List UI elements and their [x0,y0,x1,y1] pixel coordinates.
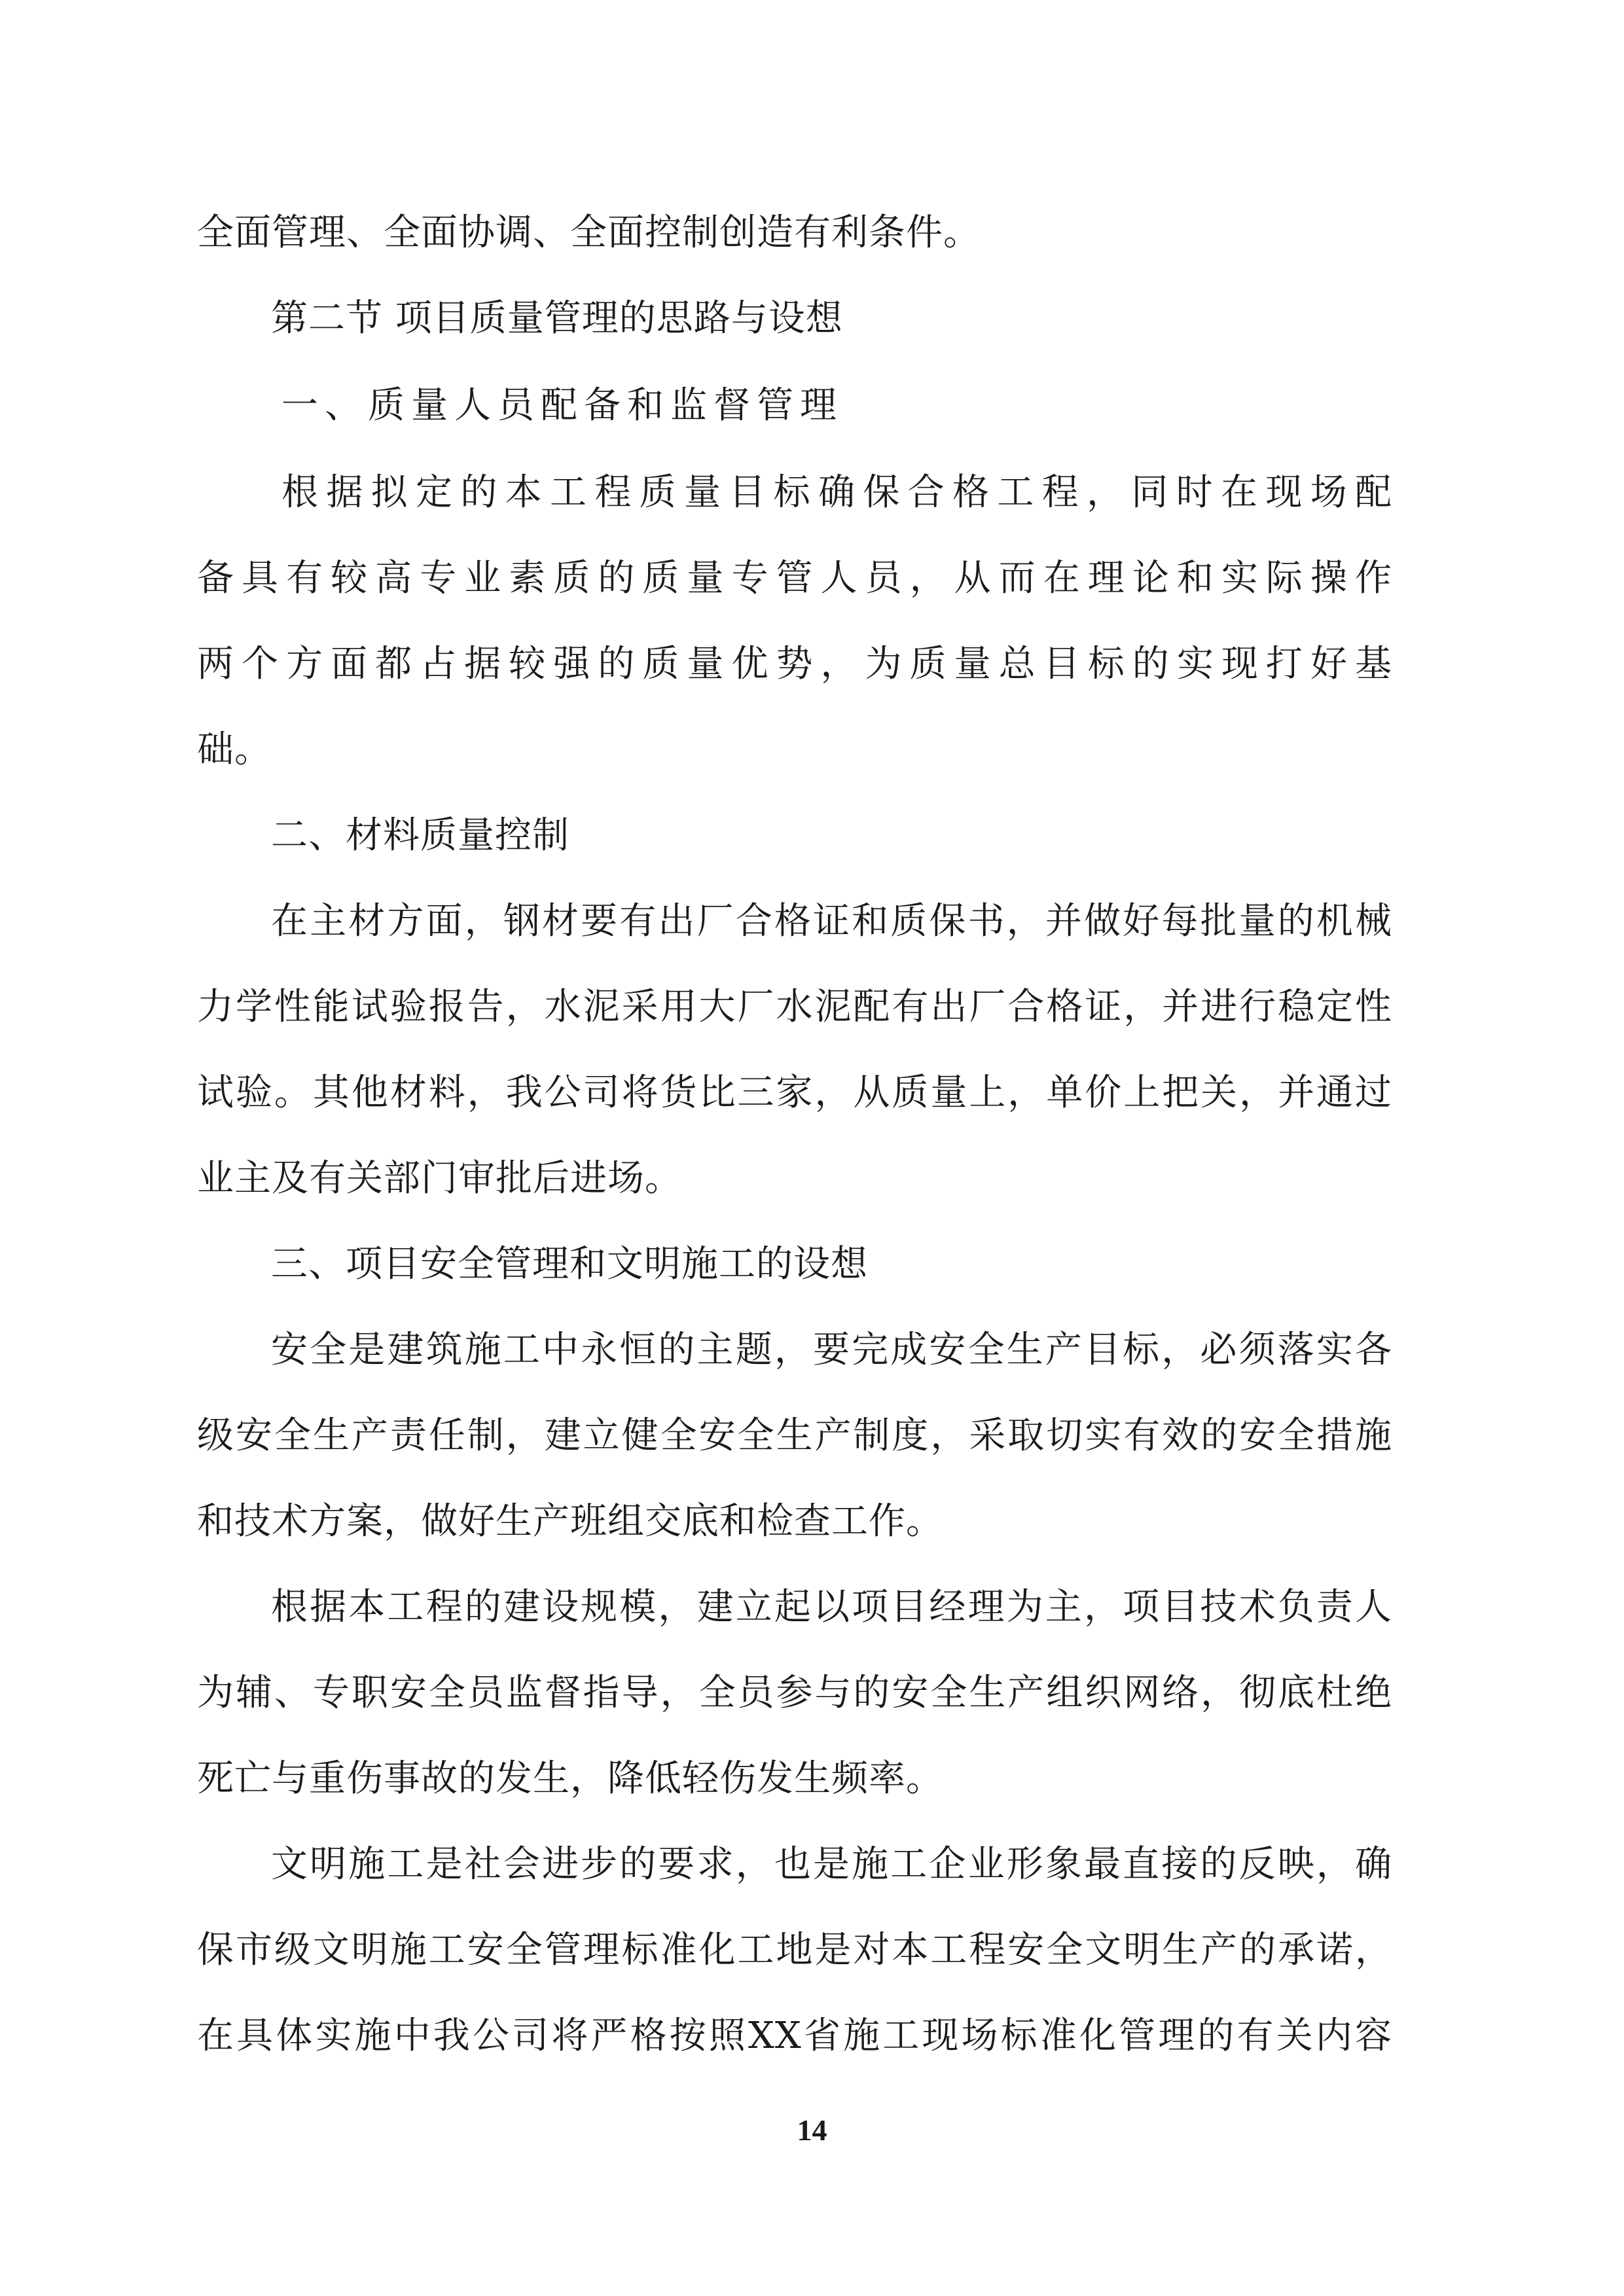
paragraph-line: 保市级文明施工安全管理标准化工地是对本工程安全文明生产的承诺， [197,1929,1392,1971]
paragraph-line: 为辅、专职安全员监督指导，全员参与的安全生产组织网络，彻底杜绝 [197,1672,1392,1714]
paragraph-line: 死亡与重伤事故的发生，降低轻伤发生频率。 [197,1757,943,1800]
paragraph-line: 础。 [197,728,272,771]
paragraph-line: 根据拟定的本工程质量目标确保合格工程，同时在现场配 [281,471,1392,514]
paragraph-line: 根据本工程的建设规模，建立起以项目经理为主，项目技术负责人 [271,1586,1392,1628]
paragraph-line: 备具有较高专业素质的质量专管人员，从而在理论和实际操作 [197,557,1392,600]
section-heading: 第二节 项目质量管理的思路与设想 [271,297,843,340]
paragraph-line: 力学性能试验报告，水泥采用大厂水泥配有出厂合格证，并进行稳定性 [197,986,1392,1028]
paragraph-line: 和技术方案，做好生产班组交底和检查工作。 [197,1500,943,1543]
paragraph-line: 两个方面都占据较强的质量优势，为质量总目标的实现打好基 [197,643,1392,685]
paragraph-continuation-line: 全面管理、全面协调、全面控制创造有利条件。 [197,211,981,254]
paragraph-line: 试验。其他材料，我公司将货比三家，从质量上，单价上把关，并通过 [197,1071,1392,1114]
paragraph-line: 在具体实施中我公司将严格按照XX省施工现场标准化管理的有关内容 [197,2015,1392,2057]
paragraph-line: 业主及有关部门审批后进场。 [197,1157,682,1200]
paragraph-line: 在主材方面，钢材要有出厂合格证和质保书，并做好每批量的机械 [271,900,1392,942]
subsection-heading-1: 一、质量人员配备和监督管理 [281,384,843,427]
paragraph-line: 级安全生产责任制，建立健全安全生产制度，采取切实有效的安全措施 [197,1414,1392,1457]
paragraph-line: 安全是建筑施工中永恒的主题，要完成安全生产目标，必须落实各 [271,1329,1392,1371]
subsection-heading-2: 二、材料质量控制 [271,814,569,857]
page-number: 14 [797,2113,827,2147]
paragraph-line: 文明施工是社会进步的要求，也是施工企业形象最直接的反映，确 [271,1843,1392,1886]
subsection-heading-3: 三、项目安全管理和文明施工的设想 [271,1243,868,1285]
